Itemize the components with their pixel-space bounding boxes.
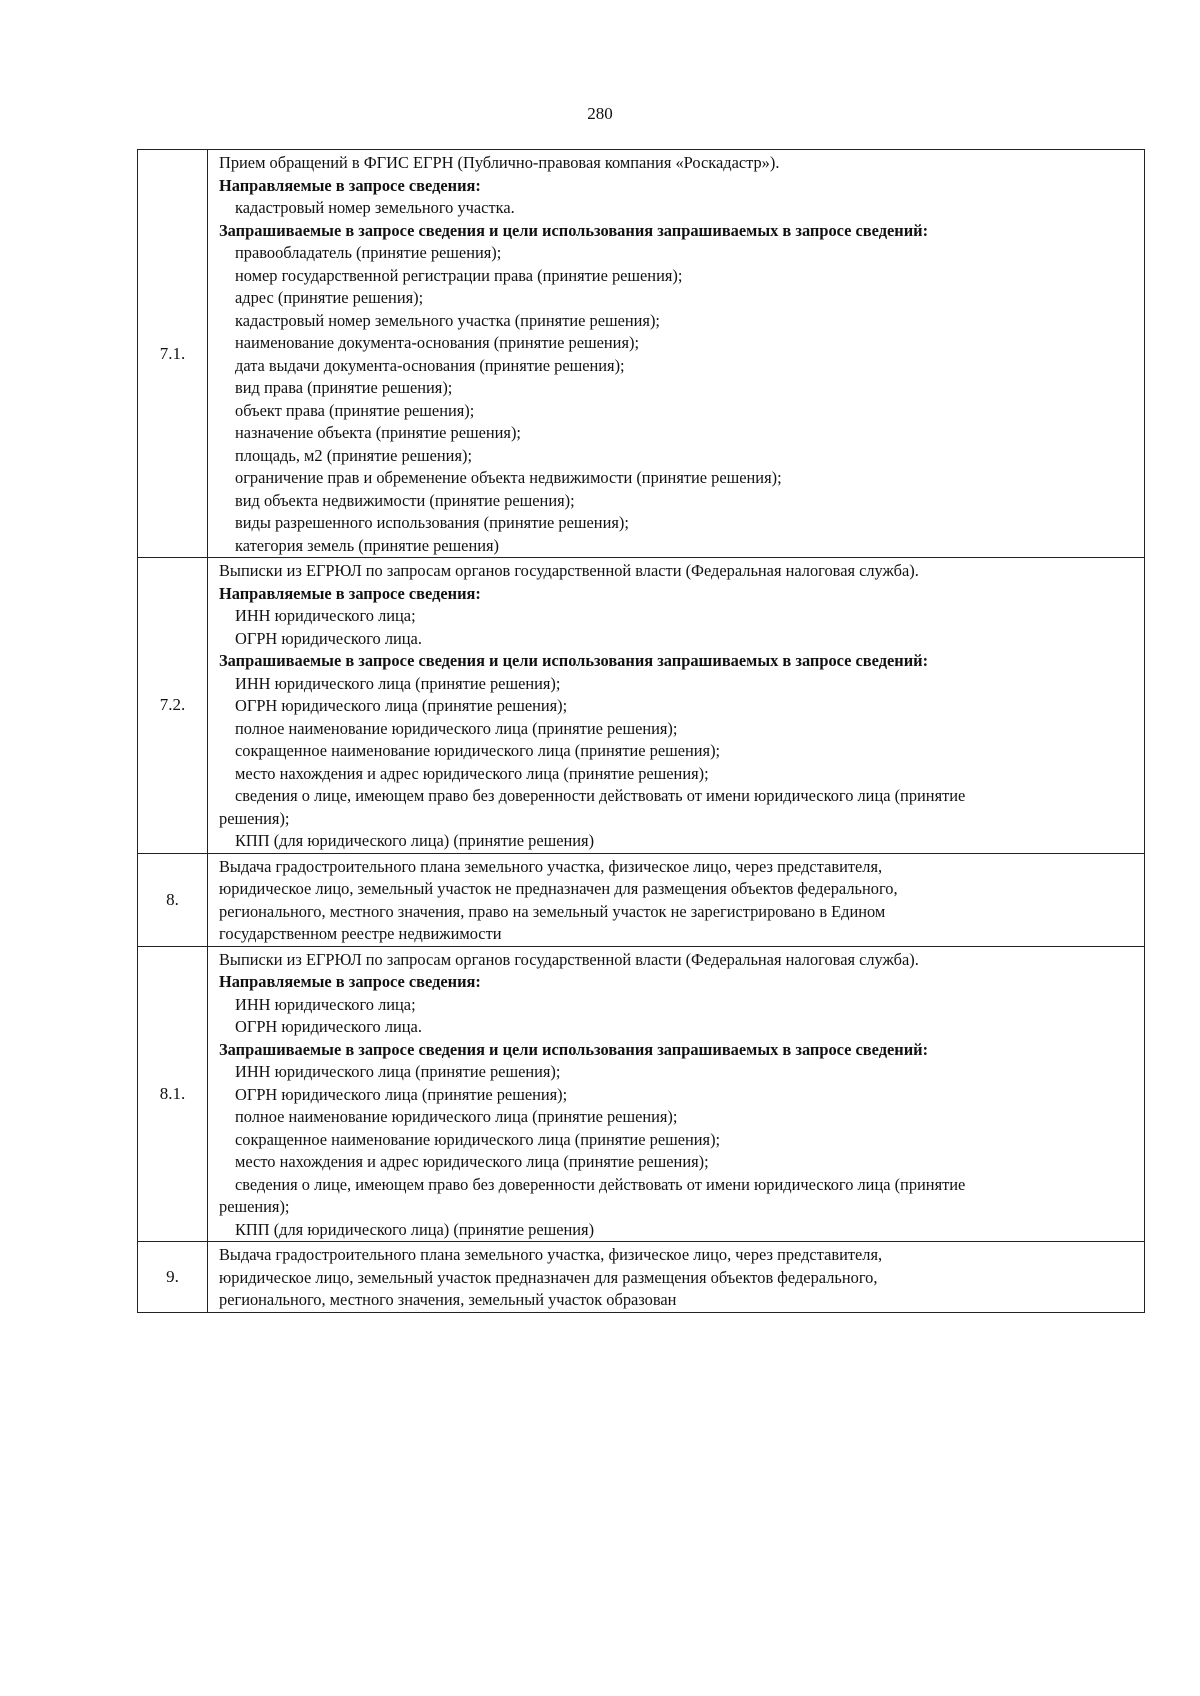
content-line: место нахождения и адрес юридического лица (принятие решения); bbox=[235, 763, 709, 783]
content-line: решения); bbox=[219, 808, 290, 828]
page-number: 280 bbox=[587, 104, 613, 123]
section-heading: Направляемые в запросе сведения: bbox=[219, 583, 481, 603]
content-line: сокращенное наименование юридического лица (принятие решения); bbox=[235, 741, 721, 760]
table-row bbox=[138, 853, 1145, 946]
content-line: полное наименование юридического лица (принятие решения); bbox=[235, 718, 678, 738]
content-line: кадастровый номер земельного участка (принятие решения); bbox=[235, 310, 660, 330]
row-number: 9. bbox=[138, 1242, 208, 1313]
content-line: полное наименование юридического лица (принятие решения); bbox=[235, 1107, 678, 1126]
table-row bbox=[138, 946, 1145, 1242]
content-line: КПП (для юридического лица) (принятие решения) bbox=[235, 831, 595, 850]
content-line: юридическое лицо, земельный участок не предназначен для размещения объектов федерального, bbox=[219, 879, 898, 898]
content-line: адрес (принятие решения); bbox=[235, 288, 424, 307]
content-line: Прием обращений в ФГИС ЕГРН (Публично-правовая компания «Роскадастр»). bbox=[219, 153, 780, 172]
content-line: объект права (принятие решения); bbox=[235, 400, 475, 420]
row-content bbox=[208, 558, 1145, 854]
content-line: место нахождения и адрес юридического лица (принятие решения); bbox=[235, 1152, 709, 1171]
row-content bbox=[208, 150, 1145, 558]
content-line: ИНН юридического лица; bbox=[235, 994, 416, 1014]
content-line: назначение объекта (принятие решения); bbox=[235, 423, 521, 442]
content-line: виды разрешенного использования (принятие решения); bbox=[235, 513, 629, 532]
table-row bbox=[138, 1242, 1145, 1313]
section-heading: Направляемые в запросе сведения: bbox=[219, 972, 481, 991]
content-line: вид объекта недвижимости (принятие решения); bbox=[235, 490, 575, 510]
section-heading: Запрашиваемые в запросе сведения и цели использования запрашиваемых в запросе сведений: bbox=[219, 1039, 929, 1059]
content-line: государственном реестре недвижимости bbox=[219, 924, 502, 943]
content-line: ИНН юридического лица (принятие решения); bbox=[235, 1062, 561, 1081]
row-content bbox=[208, 853, 1145, 946]
content-line: категория земель (принятие решения) bbox=[235, 535, 499, 555]
content-line: сведения о лице, имеющем право без доверенности действовать от имени юридического лица (принятие bbox=[235, 1174, 966, 1194]
content-line: решения); bbox=[219, 1197, 290, 1216]
row-number: 8.1. bbox=[138, 946, 208, 1242]
content-line: регионального, местного значения, право на земельный участок не зарегистрировано в Едином bbox=[219, 901, 886, 921]
table-row bbox=[138, 150, 1145, 558]
section-heading: Запрашиваемые в запросе сведения и цели использования запрашиваемых в запросе сведений: bbox=[219, 220, 929, 240]
row-content bbox=[208, 1242, 1145, 1313]
row-number: 7.1. bbox=[138, 150, 208, 558]
content-line: Выписки из ЕГРЮЛ по запросам органов государственной власти (Федеральная налоговая служба). bbox=[219, 561, 919, 580]
content-line: ОГРН юридического лица. bbox=[235, 628, 422, 648]
content-line: ограничение прав и обременение объекта недвижимости (принятие решения); bbox=[235, 468, 782, 487]
section-heading: Направляемые в запросе сведения: bbox=[219, 175, 481, 195]
content-line: номер государственной регистрации права (принятие решения); bbox=[235, 265, 683, 285]
section-heading: Запрашиваемые в запросе сведения и цели использования запрашиваемых в запросе сведений: bbox=[219, 651, 929, 670]
content-line: Выписки из ЕГРЮЛ по запросам органов государственной власти (Федеральная налоговая служба). bbox=[219, 949, 919, 969]
content-line: Выдача градостроительного плана земельного участка, физическое лицо, через представителя, bbox=[219, 856, 883, 876]
content-line: дата выдачи документа-основания (принятие решения); bbox=[235, 355, 625, 375]
content-line: Выдача градостроительного плана земельного участка, физическое лицо, через представителя, bbox=[219, 1245, 883, 1264]
content-line: ОГРН юридического лица. bbox=[235, 1017, 422, 1036]
content-line: правообладатель (принятие решения); bbox=[235, 243, 502, 262]
content-line: ИНН юридического лица (принятие решения); bbox=[235, 673, 561, 693]
content-line: ИНН юридического лица; bbox=[235, 606, 416, 625]
row-number: 7.2. bbox=[138, 558, 208, 854]
content-line: наименование документа-основания (принятие решения); bbox=[235, 333, 640, 352]
services-table bbox=[137, 149, 1145, 1313]
content-line: ОГРН юридического лица (принятие решения); bbox=[235, 1084, 568, 1104]
content-line: КПП (для юридического лица) (принятие решения) bbox=[235, 1219, 595, 1239]
content-line: сведения о лице, имеющем право без доверенности действовать от имени юридического лица (принятие bbox=[235, 786, 966, 805]
content-line: площадь, м2 (принятие решения); bbox=[235, 445, 472, 465]
table-row bbox=[138, 558, 1145, 854]
content-line: ОГРН юридического лица (принятие решения); bbox=[235, 696, 568, 715]
content-line: вид права (принятие решения); bbox=[235, 378, 453, 397]
content-line: регионального, местного значения, земельный участок образован bbox=[219, 1290, 677, 1309]
content-line: юридическое лицо, земельный участок предназначен для размещения объектов федерального, bbox=[219, 1267, 878, 1287]
content-line: сокращенное наименование юридического лица (принятие решения); bbox=[235, 1129, 721, 1149]
content-line: кадастровый номер земельного участка. bbox=[235, 198, 515, 217]
row-content bbox=[208, 946, 1145, 1242]
row-number: 8. bbox=[138, 853, 208, 946]
table-body bbox=[138, 150, 1145, 1313]
